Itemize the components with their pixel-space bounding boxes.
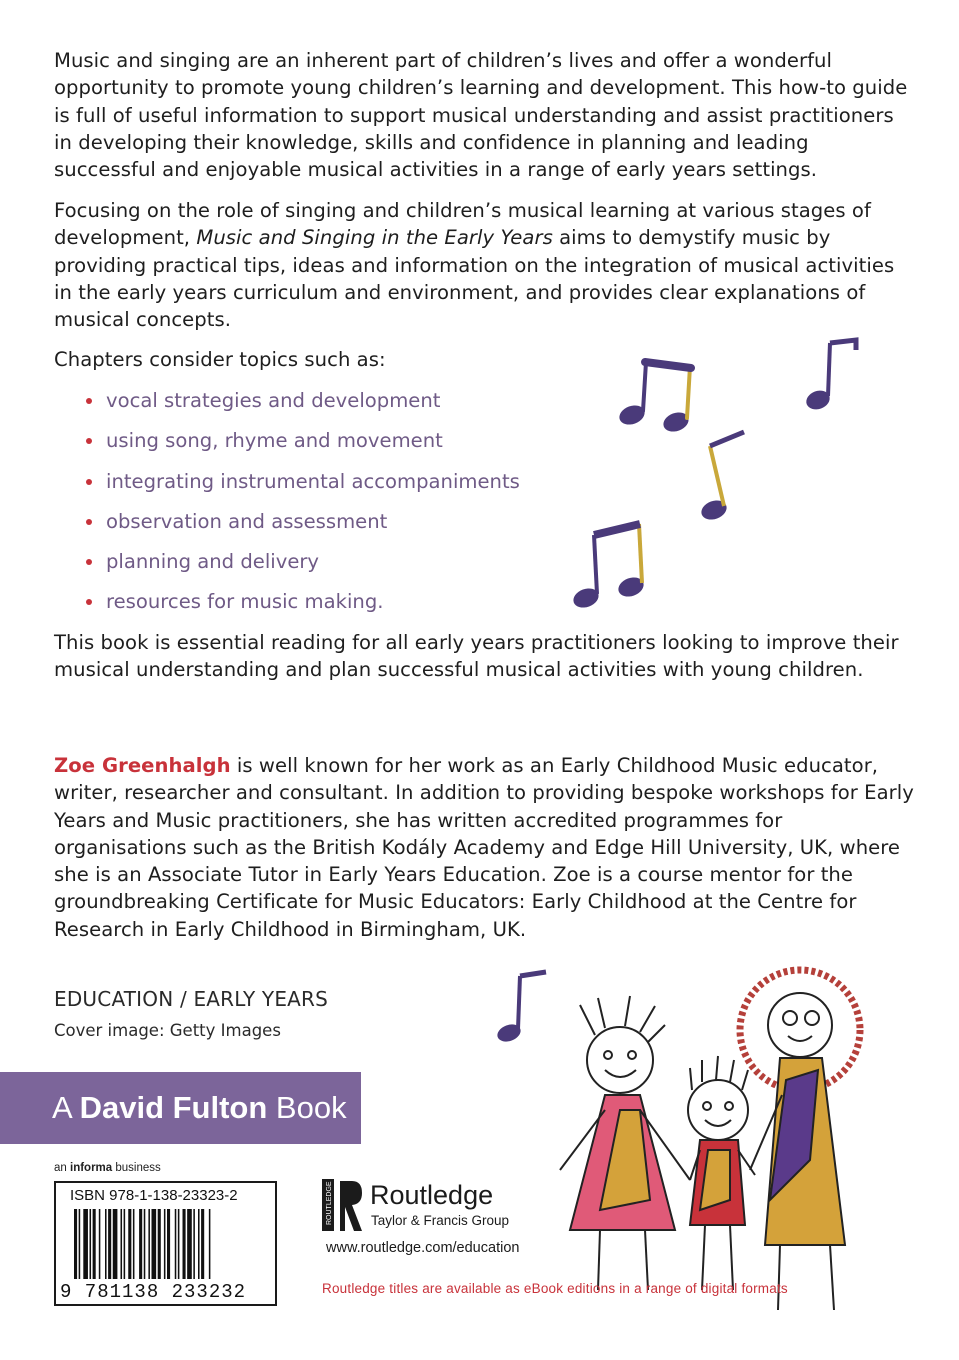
routledge-logo-icon [322, 1177, 362, 1235]
isbn-barcode-box [54, 1181, 277, 1306]
intro-p2-part-a: Focusing on the role of singing and children’s musical learning at various stages of development, [54, 199, 871, 250]
author-bio-text: is well known for her work as an Early Childhood Music educator, writer, researcher and consultant. In addition to providing bespoke workshops for Early Years and Music practitioners, she has written accredited programmes for organisations such as the British Kodály Academy and Edge Hill University, UK, where she is an Associate Tutor in Early Years Education. Zoe is a course mentor for the groundbreaking Certificate for Music Educators: Early Childhood at the Centre for Research in Early Childhood in Birmingham, UK. [54, 754, 914, 941]
isbn-label: ISBN 978-1-138-23323-2 [70, 1187, 238, 1204]
cover-credit: Cover image: Getty Images [54, 1021, 281, 1040]
chapters-intro: Chapters consider topics such as: [54, 348, 386, 371]
music-note-icon [495, 972, 546, 1045]
intro-paragraph-1: Music and singing are an inherent part of children’s lives and offer a wonderful opportunity to promote young children’s learning and development. This how-to guide is full of useful information to support musical understanding and assist practitioners in developing their knowledge, skills and confidence in planning and leading successful and enjoyable musical activities in a range of early years settings. [54, 49, 908, 182]
topic-item: resources for music making. [80, 587, 520, 627]
imprint-name: David Fulton [79, 1090, 268, 1125]
author-name: Zoe Greenhalgh [54, 754, 231, 777]
publisher-name: Routledge [370, 1180, 494, 1210]
music-note-icon [804, 340, 856, 413]
subject-category: EDUCATION / EARLY YEARS [54, 987, 329, 1011]
music-note-icon [571, 524, 647, 611]
publisher-group: Taylor & Francis Group [371, 1213, 510, 1228]
intro-p2-part-b: aims to demystify music by providing practical tips, ideas and information on the integration of musical activities in the early years curriculum and environment, and provides clear explanations of musical concepts. [54, 226, 895, 332]
topic-item: using song, rhyme and movement [80, 426, 520, 466]
isbn-digits: 9 781138 233232 [60, 1281, 247, 1303]
ebook-note: Routledge titles are available as eBook editions in a range of digital formats [322, 1281, 788, 1296]
music-note-icon [617, 362, 692, 435]
topic-item: observation and assessment [80, 507, 520, 547]
publisher-url: www.routledge.com/education [326, 1240, 520, 1256]
informa-line: an informa business [54, 1162, 161, 1174]
imprint-banner: A David Fulton Book [0, 1072, 361, 1144]
topic-item: vocal strategies and development [80, 386, 520, 426]
book-title: Music and Singing in the Early Years [196, 226, 553, 250]
topic-item: integrating instrumental accompaniments [80, 467, 520, 507]
barcode-icon [74, 1209, 264, 1281]
closing-paragraph: This book is essential reading for all early years practitioners looking to improve their musical understanding and plan successful musical activities with young children. [54, 631, 899, 682]
children-drawing [560, 970, 860, 1310]
routledge-spine-text: ROUTLEDGE [326, 1181, 333, 1225]
topic-item: planning and delivery [80, 547, 520, 587]
music-note-icon [699, 432, 744, 523]
